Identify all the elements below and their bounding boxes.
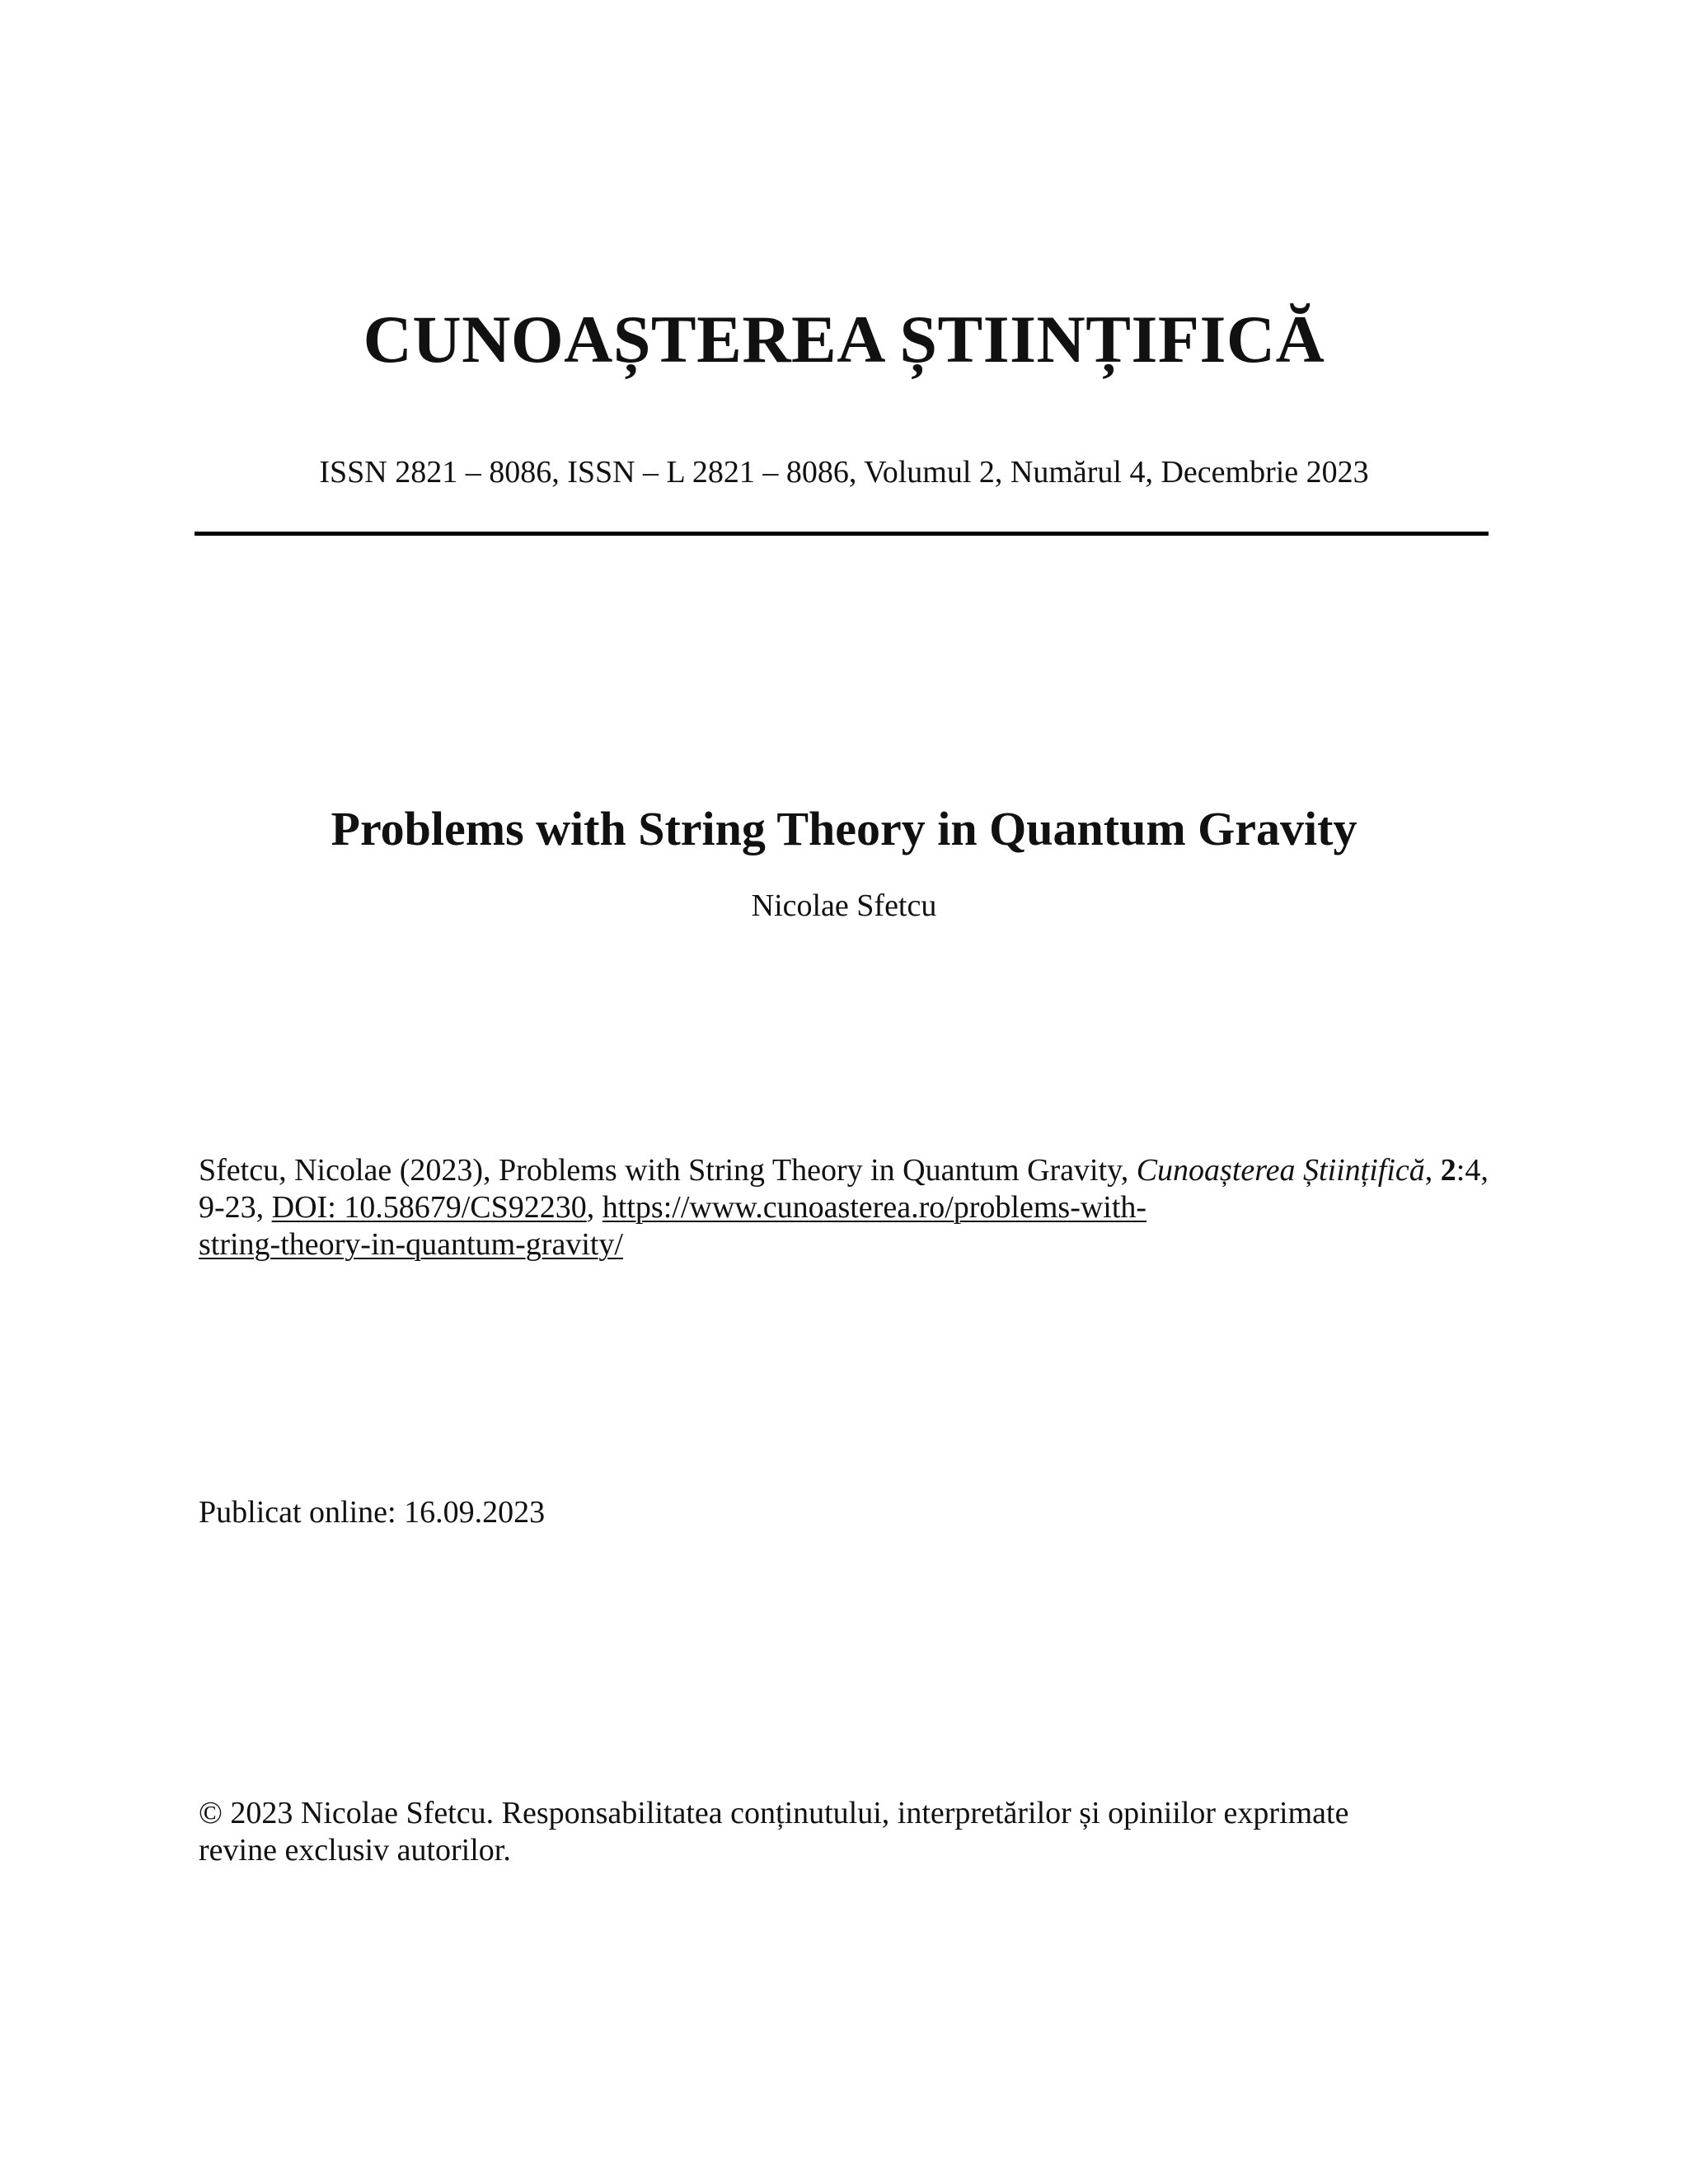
publication-date: Publicat online: 16.09.2023 [199, 1495, 546, 1530]
citation-issue-pages: :4, 9-23, [199, 1153, 1489, 1225]
citation-volume: 2 [1440, 1153, 1456, 1188]
journal-title: CUNOAȘTEREA ȘTIINȚIFICĂ [363, 302, 1325, 377]
citation-prefix: Sfetcu, Nicolae (2023), Problems with String Theory in Quantum Gravity, [199, 1153, 1137, 1188]
header-divider [195, 532, 1489, 536]
issn-volume-line: ISSN 2821 – 8086, ISSN – L 2821 – 8086, Volumul 2, Numărul 4, Decembrie 2023 [319, 455, 1369, 490]
article-url-link-line1[interactable]: https://www.cunoasterea.ro/problems-with- [602, 1190, 1147, 1225]
article-title: Problems with String Theory in Quantum Gravity [331, 802, 1357, 855]
citation-block [199, 1152, 1501, 1263]
citation-separator-2: , [586, 1190, 603, 1225]
citation-separator: , [1424, 1153, 1441, 1188]
doi-link[interactable]: DOI: 10.58679/CS92230 [271, 1190, 587, 1225]
citation-journal-name: Cunoașterea Științifică [1136, 1153, 1425, 1188]
copyright-line-2: revine exclusiv autorilor. [199, 1833, 511, 1868]
copyright-line-1: © 2023 Nicolae Sfetcu. Responsabilitatea conținutului, interpretărilor și opiniilor exprimate [199, 1796, 1349, 1830]
copyright-notice [199, 1795, 1451, 1869]
article-author: Nicolae Sfetcu [751, 888, 937, 923]
article-url-link-line2[interactable]: string-theory-in-quantum-gravity/ [199, 1227, 623, 1262]
